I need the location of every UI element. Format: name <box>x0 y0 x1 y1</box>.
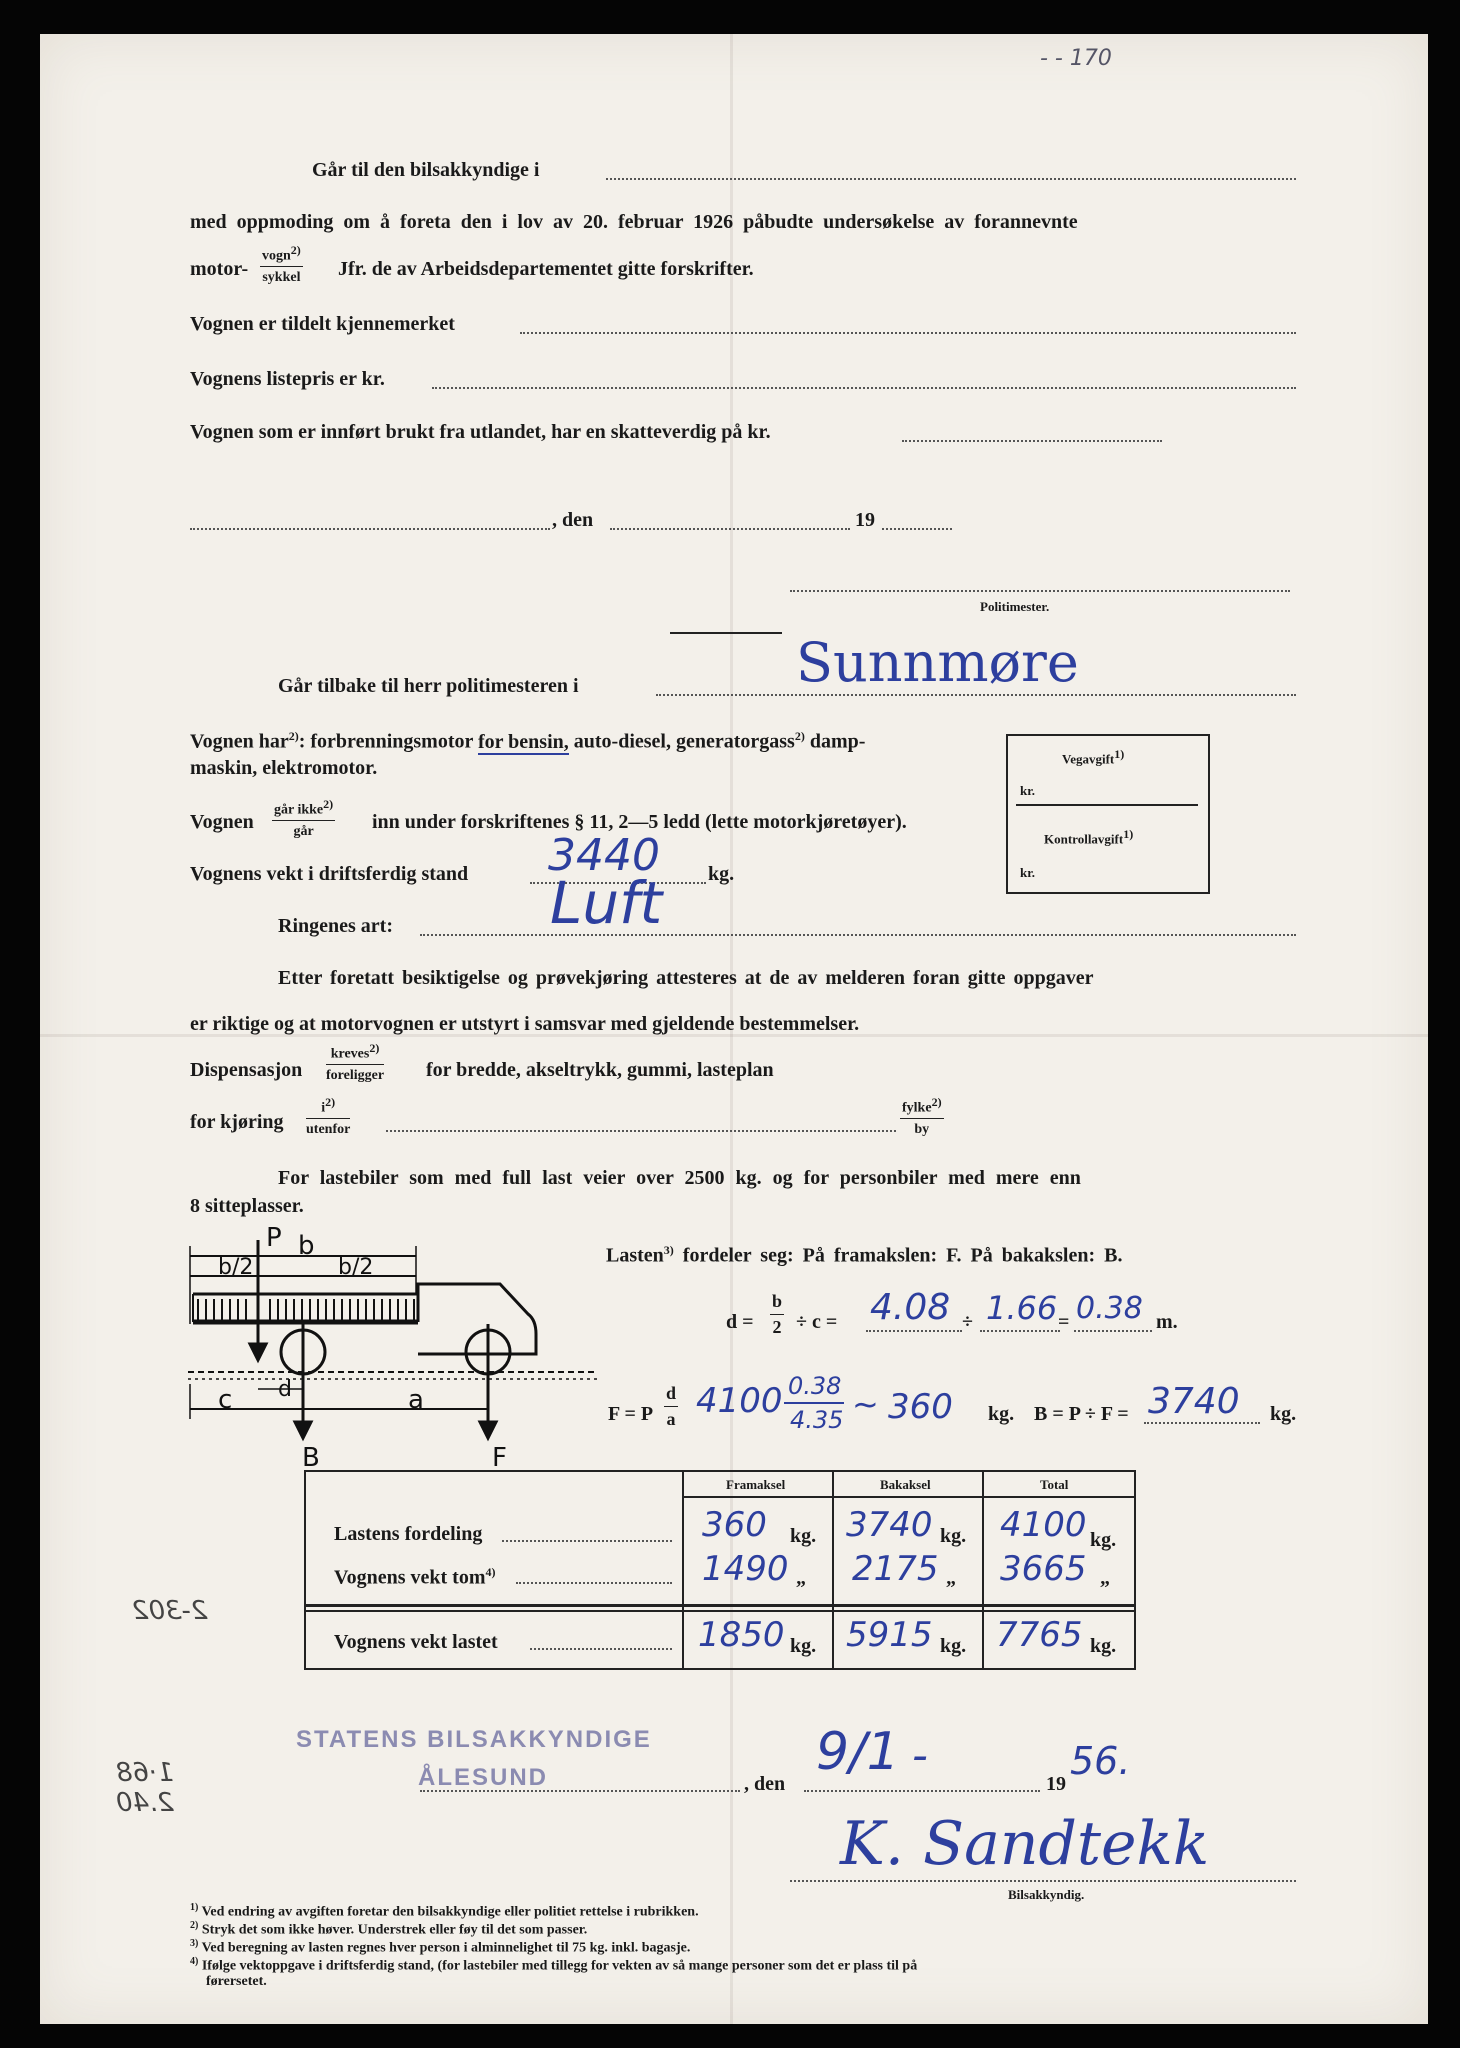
date-field[interactable] <box>610 528 850 530</box>
footnote-text: Ifølge vektoppgave i driftsferdig stand, (for lastebiler med tillegg for vekten av så mange personer som det er plass til på <box>201 1958 918 1974</box>
diagram-label-p: P <box>266 1224 282 1253</box>
diagram-label-b-half-left: b/2 <box>218 1255 254 1280</box>
footnote-1 <box>190 1902 699 1921</box>
load-intro <box>606 1244 1122 1266</box>
dispensation-prefix: Dispensasjon <box>190 1059 303 1081</box>
footnote-ref: 1) <box>1123 827 1134 841</box>
footnote-ref: 2) <box>369 1041 380 1055</box>
sign-year-prefix: 19 <box>1046 1773 1066 1795</box>
motor-prefix: motor- <box>190 258 249 280</box>
margin-note: 1·68 <box>116 1758 174 1788</box>
f-result: 360 <box>888 1387 953 1427</box>
load-intro-word: Lasten <box>606 1244 664 1267</box>
axle-load-diagram <box>188 1224 608 1484</box>
f-frac-num: d <box>664 1384 678 1407</box>
driving-utenfor: utenfor <box>306 1122 351 1138</box>
table-cell: 1490 <box>702 1549 789 1589</box>
footnote-ref: 2) <box>288 729 299 743</box>
table-col-divider <box>832 1472 834 1668</box>
footnote-ref: 2) <box>323 797 334 811</box>
light-gar-ikke: går ikke <box>274 802 324 818</box>
f-formula: F = P <box>608 1403 654 1425</box>
politimester-label: Politimester. <box>980 599 1050 614</box>
footnote-ref: 4) <box>485 1565 496 1579</box>
driving-fraction <box>306 1096 350 1137</box>
f-hw-p: 4100 <box>696 1381 783 1421</box>
table-header-framaksel: Framaksel <box>726 1477 786 1492</box>
table-cell-unit: „ <box>946 1567 956 1589</box>
kontrollavgift-label <box>1044 828 1133 845</box>
footnote-num: 3) <box>190 1938 199 1949</box>
form-paper <box>40 34 1428 2024</box>
sign-day: 9/1 <box>816 1722 900 1782</box>
margin-note: 2.40 <box>116 1788 174 1818</box>
footnote-text: Ved beregning av lasten regnes hver person i alminnelighet til 75 kg. inkl. bagasje. <box>201 1940 691 1956</box>
footnote-3 <box>190 1938 690 1957</box>
d-formula: d = <box>726 1311 754 1333</box>
table-leader <box>502 1540 672 1542</box>
d-value-1: 4.08 <box>870 1287 951 1328</box>
footnote-ref: 2) <box>325 1095 336 1109</box>
tyres-value: Luft <box>550 869 663 937</box>
driving-i: i <box>321 1100 326 1116</box>
dispensation-kreves: kreves <box>330 1046 370 1062</box>
table-cell: 2175 <box>852 1549 939 1589</box>
county-fylke: fylke <box>902 1100 932 1116</box>
return-label: Går tilbake til herr politimesteren i <box>278 675 579 697</box>
fee-divider <box>1016 804 1198 806</box>
reg-plate-field[interactable] <box>520 332 1296 334</box>
diagram-label-b: b <box>298 1231 315 1261</box>
table-cell: 3665 <box>1000 1549 1087 1589</box>
driving-field[interactable] <box>386 1130 896 1132</box>
footnote-ref: 2) <box>290 243 301 257</box>
footnote-4 <box>190 1956 917 1975</box>
footnote-text: Stryk det som ikke høver. Understrek eller føy til det som passer. <box>201 1922 588 1938</box>
d-minus-c: ÷ c = <box>796 1311 838 1333</box>
dispensation-fraction <box>326 1042 384 1083</box>
weight-value: 3440 <box>548 830 660 881</box>
f-hw-den: 4.35 <box>790 1406 844 1434</box>
d-field-1[interactable] <box>866 1330 962 1332</box>
table-cell: 5915 <box>846 1615 933 1655</box>
engine-forbrenning: : forbrenningsmotor <box>298 730 473 753</box>
table-cell: 7765 <box>996 1615 1083 1655</box>
footnote-num: 1) <box>190 1902 199 1913</box>
table-header-divider <box>682 1496 1134 1498</box>
table-cell-unit: kg. <box>1090 1529 1117 1551</box>
sign-dash: - <box>912 1730 928 1781</box>
engine-bensin-underlined: for bensin, <box>478 730 569 753</box>
diagram-label-b-half-right: b/2 <box>338 1255 374 1280</box>
table-row-label-text: Vognens vekt tom <box>334 1566 486 1589</box>
place-field[interactable] <box>190 528 550 530</box>
table-cell: 4100 <box>1000 1505 1087 1545</box>
table-row-label: Vognens vekt lastet <box>334 1631 498 1653</box>
dispensation-text: for bredde, akseltrykk, gummi, lasteplan <box>426 1059 774 1081</box>
request-text: med oppmoding om å foreta den i lov av 20. februar 1926 påbudte undersøkelse av forannevnte <box>190 211 1078 233</box>
b-formula: B = P ÷ F = <box>1034 1403 1129 1425</box>
table-cell-unit: kg. <box>790 1525 817 1547</box>
table-header-total: Total <box>1040 1477 1069 1492</box>
table-col-divider <box>982 1472 984 1668</box>
dest-field[interactable] <box>606 178 1296 180</box>
top-scribble: - - 170 <box>1040 46 1112 71</box>
attest-line1: Etter foretatt besiktigelse og prøvekjøring attesteres at de av melderen foran gitte oppgaver <box>278 967 1094 989</box>
f-frac <box>664 1384 678 1430</box>
table-row-label: Lastens fordeling <box>334 1523 483 1545</box>
politimester-sign-field[interactable] <box>790 590 1290 592</box>
margin-note: 2-302 <box>132 1596 208 1626</box>
list-price-label: Vognens listepris er kr. <box>190 368 385 390</box>
fee-box <box>1006 734 1210 894</box>
county-by: by <box>914 1122 930 1138</box>
d-minus: ÷ <box>962 1311 973 1333</box>
engine-other: auto-diesel, generatorgass <box>573 730 795 753</box>
table-cell-unit: kg. <box>940 1525 967 1547</box>
load-table <box>304 1470 1136 1670</box>
footnote-num: 4) <box>190 1956 199 1967</box>
motor-type-vogn: vogn <box>262 248 291 264</box>
trucks-note-line2: 8 sitteplasser. <box>190 1195 304 1217</box>
engine-line1 <box>190 730 865 752</box>
year-field[interactable] <box>882 528 952 530</box>
table-row-divider <box>306 1610 1134 1612</box>
table-row-divider <box>306 1604 1134 1607</box>
table-cell-unit: „ <box>796 1567 806 1589</box>
motor-type-fraction <box>260 244 303 285</box>
d-field-3[interactable] <box>1074 1330 1152 1332</box>
table-leader <box>516 1582 672 1584</box>
date-den: , den <box>552 509 594 531</box>
load-arrow-p-head <box>250 1344 266 1360</box>
motor-type-sykkel: sykkel <box>262 270 301 286</box>
diagram-label-d: d <box>278 1377 292 1402</box>
engine-damp: damp- <box>809 730 866 753</box>
diagram-label-B: B <box>302 1443 320 1473</box>
diagram-label-a: a <box>408 1385 424 1415</box>
sign-date-field[interactable] <box>804 1790 1040 1792</box>
sign-place-field[interactable] <box>420 1790 740 1792</box>
table-cell-unit: kg. <box>940 1635 967 1657</box>
vegavgift-label <box>1062 748 1124 765</box>
f-unit: kg. <box>988 1403 1015 1425</box>
truck-cab <box>418 1284 536 1354</box>
d-frac <box>770 1292 784 1338</box>
diagram-label-c: c <box>218 1385 233 1415</box>
sign-den: , den <box>744 1773 786 1795</box>
reg-plate-label: Vognen er tildelt kjennemerket <box>190 313 455 335</box>
b-result: 3740 <box>1148 1381 1240 1422</box>
light-gar: går <box>293 824 314 840</box>
d-field-2[interactable] <box>980 1330 1060 1332</box>
driving-prefix: for kjøring <box>190 1111 284 1133</box>
footnote-2 <box>190 1920 587 1939</box>
light-text: inn under forskriftenes § 11, 2—5 ledd (lette motorkjøretøyer). <box>372 811 907 833</box>
signature-role: Bilsakkyndig. <box>1008 1887 1085 1902</box>
footnote-ref: 2) <box>794 729 805 743</box>
stamp-line1: STATENS BILSAKKYNDIGE <box>296 1726 652 1753</box>
load-intro-rest: fordeler seg: På framakslen: F. På bakakslen: B. <box>682 1244 1123 1267</box>
table-cell: 1850 <box>698 1615 785 1655</box>
b-field[interactable] <box>1144 1422 1260 1424</box>
trucks-note-line1: For lastebiler som med full last veier over 2500 kg. og for personbiler med mere enn <box>278 1167 1081 1189</box>
vegavgift-kr: kr. <box>1020 783 1036 798</box>
table-col-divider <box>682 1472 684 1668</box>
table-cell: 360 <box>702 1505 767 1545</box>
table-cell: 3740 <box>846 1505 933 1545</box>
table-cell-unit: „ <box>1100 1567 1110 1589</box>
diagram-label-F: F <box>492 1443 507 1473</box>
date-year: 19 <box>855 509 875 531</box>
engine-line2: maskin, elektromotor. <box>190 757 378 779</box>
separator <box>670 632 782 634</box>
footnote-4-cont: førersetet. <box>206 1974 267 1989</box>
cargo-hatching <box>198 1299 414 1322</box>
list-price-field[interactable] <box>432 387 1296 389</box>
footnote-text: Ved endring av avgiften foretar den bilsakkyndige eller politiet rettelse i rubrikken. <box>201 1904 699 1920</box>
b-unit: kg. <box>1270 1403 1297 1425</box>
county-fraction <box>900 1096 944 1137</box>
table-cell-unit: kg. <box>1090 1635 1117 1657</box>
footnote-ref: 1) <box>1114 747 1125 761</box>
footnote-ref: 2) <box>931 1095 942 1109</box>
engine-prefix: Vognen har <box>190 730 289 753</box>
weight-label: Vognens vekt i driftsferdig stand <box>190 863 469 885</box>
d-value-2: 1.66 <box>986 1289 1058 1327</box>
d-eq: = <box>1058 1311 1070 1333</box>
footnote-num: 2) <box>190 1920 199 1931</box>
table-row-label <box>334 1566 496 1588</box>
table-cell-unit: kg. <box>790 1635 817 1657</box>
light-fraction <box>272 798 335 839</box>
table-leader <box>530 1648 672 1650</box>
table-header-bakaksel: Bakaksel <box>880 1477 931 1492</box>
tyres-label: Ringenes art: <box>278 915 393 937</box>
regulation-ref: Jfr. de av Arbeidsdepartementet gitte forskrifter. <box>338 258 754 280</box>
stamp-line2: ÅLESUND <box>418 1764 549 1791</box>
f-frac-den: a <box>666 1408 676 1429</box>
f-approx: ~ <box>852 1385 879 1423</box>
weight-unit: kg. <box>708 863 735 885</box>
return-value: Sunnmøre <box>796 631 1079 694</box>
d-unit: m. <box>1156 1311 1178 1333</box>
light-prefix: Vognen <box>190 811 254 833</box>
signature-field[interactable] <box>790 1880 1296 1882</box>
d-frac-den: 2 <box>772 1316 782 1337</box>
dest-label: Går til den bilsakkyndige i <box>312 159 540 181</box>
sign-year: 56. <box>1070 1739 1131 1783</box>
f-hw-frac-line <box>784 1402 844 1404</box>
dispensation-foreligger: foreligger <box>326 1068 385 1084</box>
f-hw-num: 0.38 <box>788 1372 842 1400</box>
d-frac-num: b <box>770 1292 784 1315</box>
signature: K. Sandtekk <box>840 1809 1210 1879</box>
attest-line2: er riktige og at motorvognen er utstyrt i samsvar med gjeldende bestemmelser. <box>190 1013 860 1035</box>
vegavgift-text: Vegavgift <box>1062 751 1115 767</box>
return-field[interactable] <box>656 694 1296 696</box>
tax-value-label: Vognen som er innført brukt fra utlandet, har en skatteverdig på kr. <box>190 421 771 443</box>
kontrollavgift-text: Kontrollavgift <box>1044 831 1124 847</box>
tax-value-field[interactable] <box>902 440 1162 442</box>
footnote-ref: 3) <box>663 1243 674 1257</box>
d-result: 0.38 <box>1076 1291 1143 1326</box>
kontrollavgift-kr: kr. <box>1020 865 1036 880</box>
